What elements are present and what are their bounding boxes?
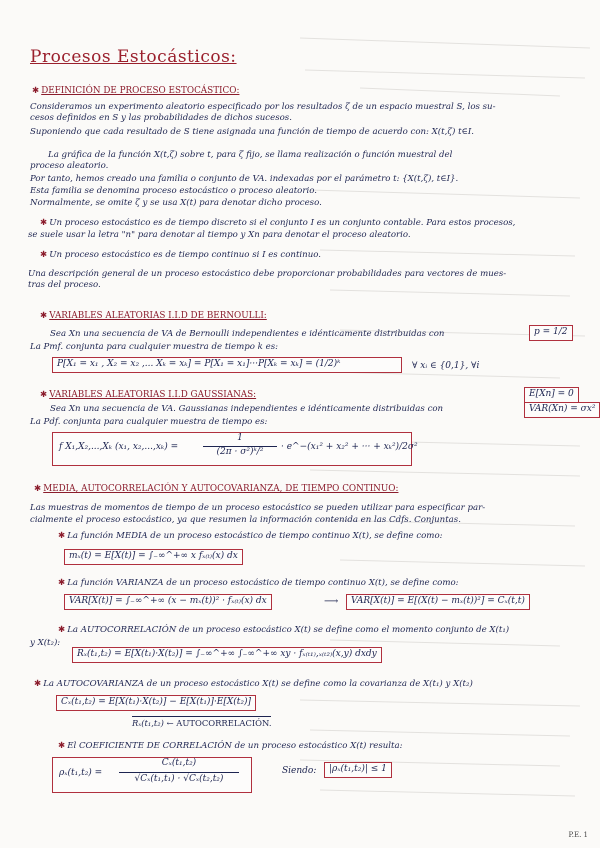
s4-paragraph-1a: Las muestras de momentos de tiempo de un proceso estocástico se pueden utilizar para especificar par- bbox=[30, 503, 486, 513]
asterisk-icon: ✱ bbox=[34, 484, 42, 494]
asterisk-icon: ✱ bbox=[40, 218, 48, 228]
varianza-text: ✱ La función VARIANZA de un proceso estocástico de tiempo continuo X(t), se define como: bbox=[58, 578, 459, 588]
coeficiente-text: ✱ El COEFICIENTE DE CORRELACIÓN de un proceso estocástico X(t) resulta: bbox=[58, 741, 403, 751]
gaussian-variance-box: VAR(Xn) = σx² bbox=[524, 402, 600, 418]
fraction-bar bbox=[119, 772, 239, 773]
s2-paragraph-2: La Pmf. conjunta para cualquier muestra de tiempo k es: bbox=[30, 342, 279, 352]
s1-paragraph-1a: Consideramos un experimento aleatorio especificado por los resultados ζ de un espacio muestral S, los su- bbox=[30, 102, 496, 112]
s1-paragraph-2: Suponiendo que cada resultado de S tiene asignada una función de tiempo de acuerdo con: X(t,ζ) t∈I. bbox=[30, 127, 475, 137]
asterisk-icon: ✱ bbox=[32, 86, 40, 96]
section-gaussian-heading: ✱ VARIABLES ALEATORIAS I.I.D GAUSSIANAS: bbox=[40, 390, 257, 400]
varianza-formula-box-1: VAR[X(t)] = ∫₋∞^+∞ (x − mₓ(t))² · fₓ₍ₜ₎(x) dx bbox=[64, 594, 272, 610]
s3-paragraph-1: Sea Xn una secuencia de VA. Gaussianas independientes e idénticamente distribuidas con bbox=[50, 404, 444, 414]
bernoulli-p-box: p = 1/2 bbox=[529, 325, 573, 341]
asterisk-icon: ✱ bbox=[40, 390, 48, 400]
s1-paragraph-8a: Una descripción general de un proceso estocástico debe proporcionar probabilidades para vectores de mues- bbox=[28, 269, 507, 279]
gaussian-formula-exp: · e^−(x₁² + x₂² + ··· + xₖ²)/2σ² bbox=[281, 442, 418, 452]
gaussian-mean-box: E[Xn] = 0 bbox=[524, 387, 579, 403]
siendo-label: Siendo: bbox=[282, 766, 317, 776]
autocorrelacion-formula-box: Rₓ(t₁,t₂) = E[X(t₁)·X(t₂)] = ∫₋∞^+∞ ∫₋∞^+∞ xy · fₓ₍ₜ₁₎,ₓ₍ₜ₂₎(x,y) dxdy bbox=[72, 647, 382, 663]
gaussian-formula-den: (2π · σ²)ᵏ/² bbox=[216, 447, 264, 457]
asterisk-icon: ✱ bbox=[40, 311, 48, 321]
autocorrelacion-text-a: ✱ La AUTOCORRELACIÓN de un proceso estocástico X(t) se define como el momento conjunto de X(t₁) bbox=[58, 625, 510, 635]
gaussian-formula-num: 1 bbox=[237, 433, 243, 443]
gaussian-formula-left: f X₁,X₂,...,Xₖ (x₁, x₂,...,xₖ) = bbox=[59, 442, 179, 452]
bernoulli-formula-box: P[X₁ = x₁ , X₂ = x₂ ,... Xₖ = xₖ] = P[X₁ = x₁]···P[Xₖ = xₖ] = (1/2)ᵏ bbox=[52, 357, 402, 373]
coef-num: Cₓ(t₁,t₂) bbox=[161, 758, 197, 768]
section-bernoulli-heading: ✱ VARIABLES ALEATORIAS I.I.D DE BERNOULLI: bbox=[40, 311, 267, 321]
autocovarianza-note-label: Rₓ(t₁,t₂) bbox=[132, 718, 164, 728]
s1-paragraph-4a: Por tanto, hemos creado una familia o conjunto de VA. indexadas por el parámetro t: {X(t,ζ), t∈I}. bbox=[30, 174, 459, 184]
page-number: P.E. 1 bbox=[568, 830, 588, 839]
arrow-right-icon: ⟶ bbox=[324, 596, 339, 607]
s1-paragraph-6a: ✱ Un proceso estocástico es de tiempo discreto si el conjunto I es un conjunto contable. Para estos procesos, bbox=[40, 218, 516, 228]
s1-paragraph-4b: Esta familia se denomina proceso estocástico o proceso aleatorio. bbox=[30, 186, 317, 196]
coef-left: ρₓ(t₁,t₂) = bbox=[59, 768, 103, 778]
s1-paragraph-5: Normalmente, se omite ζ y se usa X(t) para denotar dicho proceso. bbox=[30, 198, 322, 208]
s1-paragraph-6b: se suele usar la letra "n" para denotar al tiempo y Xn para denotar el proceso aleatorio. bbox=[28, 230, 411, 240]
page-title: Procesos Estocásticos: bbox=[30, 47, 237, 67]
s4-paragraph-1b: cialmente el proceso estocástico, ya que resumen la información contenida en las Cdfs. Conjuntas. bbox=[30, 515, 461, 525]
asterisk-icon: ✱ bbox=[58, 578, 66, 588]
s2-paragraph-1: Sea Xn una secuencia de VA de Bernoulli independientes e idénticamente distribuidas con bbox=[50, 329, 445, 339]
media-formula-box: mₓ(t) = E[X(t)] = ∫₋∞^+∞ x fₓ₍ₜ₎(x) dx bbox=[64, 549, 243, 565]
bernoulli-condition: ∀ xᵢ ∈ {0,1}, ∀i bbox=[412, 361, 480, 371]
section-media-heading: ✱ MEDIA, AUTOCORRELACIÓN Y AUTOCOVARIANZA, DE TIEMPO CONTINUO: bbox=[34, 484, 399, 494]
autocovarianza-note-text: ← AUTOCORRELACIÓN. bbox=[166, 718, 272, 728]
asterisk-icon: ✱ bbox=[40, 250, 48, 260]
s3-paragraph-2: La Pdf. conjunta para cualquier muestra de tiempo es: bbox=[30, 417, 268, 427]
asterisk-icon: ✱ bbox=[34, 679, 42, 689]
coef-den: √Cₓ(t₁,t₁) · √Cₓ(t₂,t₂) bbox=[134, 774, 224, 784]
section-definicion-heading: ✱ DEFINICIÓN DE PROCESO ESTOCÁSTICO: bbox=[32, 86, 240, 96]
asterisk-icon: ✱ bbox=[58, 625, 66, 635]
siendo-box: |ρₓ(t₁,t₂)| ≤ 1 bbox=[324, 762, 392, 778]
coeficiente-formula-box bbox=[52, 757, 252, 793]
autocovarianza-note bbox=[132, 716, 271, 729]
autocovarianza-text: ✱ La AUTOCOVARIANZA de un proceso estocástico X(t) se define como la covarianza de X(t₁) y X(t₂) bbox=[34, 679, 473, 689]
asterisk-icon: ✱ bbox=[58, 741, 66, 751]
gaussian-formula-box bbox=[52, 432, 418, 466]
autocorrelacion-text-b: y X(t₂): bbox=[30, 638, 61, 648]
s1-paragraph-1b: cesos definidos en S y las probabilidades de dichos sucesos. bbox=[30, 113, 292, 123]
s1-paragraph-3b: proceso aleatorio. bbox=[30, 161, 109, 171]
s1-paragraph-8b: tras del proceso. bbox=[28, 280, 101, 290]
varianza-formula-box-2: VAR[X(t)] = E[(X(t) − mₓ(t))²] = Cₓ(t,t) bbox=[346, 594, 530, 610]
s1-paragraph-7: ✱ Un proceso estocástico es de tiempo continuo si I es continuo. bbox=[40, 250, 321, 260]
s1-paragraph-3a: La gráfica de la función X(t,ζ) sobre t, para ζ fijo, se llama realización o función muestral del bbox=[48, 150, 453, 160]
autocovarianza-formula-box: Cₓ(t₁,t₂) = E[X(t₁)·X(t₂)] − E[X(t₁)]·E[X(t₂)] bbox=[56, 695, 256, 711]
media-text: ✱ La función MEDIA de un proceso estocástico de tiempo continuo X(t), se define como: bbox=[58, 531, 443, 541]
asterisk-icon: ✱ bbox=[58, 531, 66, 541]
